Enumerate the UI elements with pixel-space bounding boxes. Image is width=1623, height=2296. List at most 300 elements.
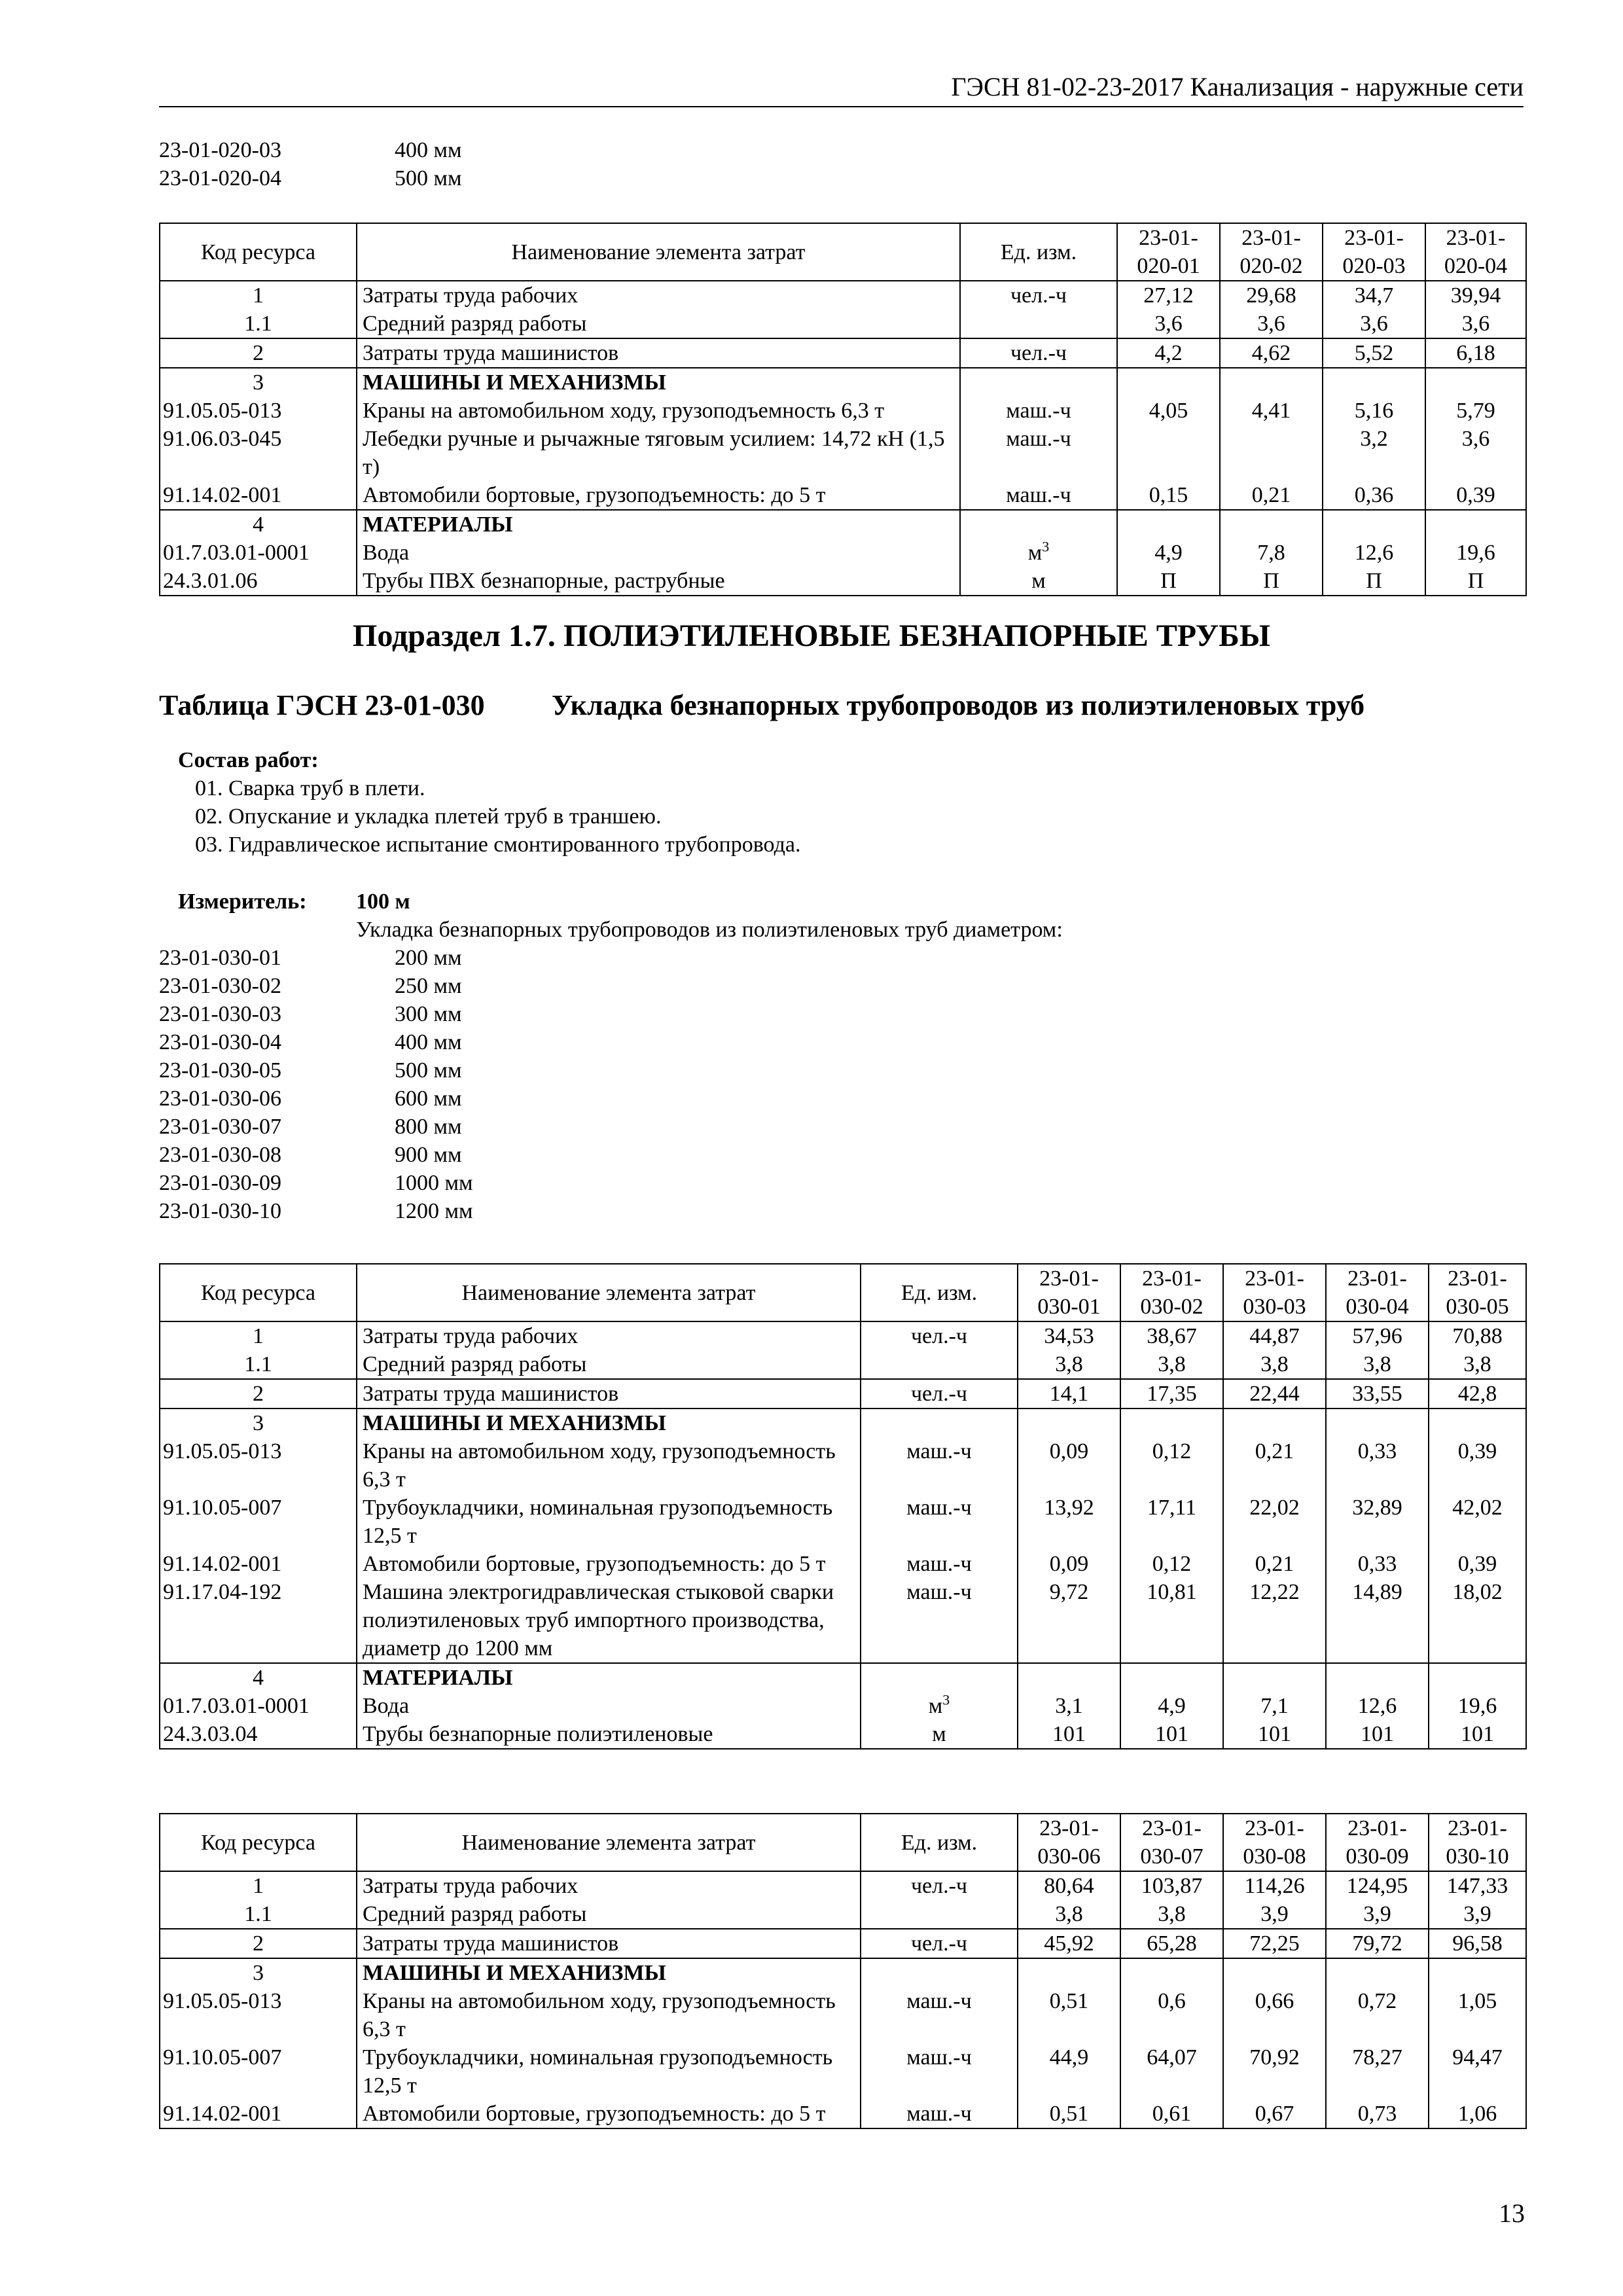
header-unit: Ед. изм. xyxy=(861,1814,1018,1871)
norm-value: 3,6 xyxy=(1323,310,1425,338)
table-header-row xyxy=(160,1814,1526,1871)
header-name: Наименование элемента затрат xyxy=(357,223,960,281)
norm-value: 0,39 xyxy=(1429,1437,1526,1494)
code-value: 400 мм xyxy=(395,138,462,162)
norm-value: 14,1 xyxy=(1018,1379,1120,1408)
resource-unit xyxy=(960,539,1117,567)
norm-value: 44,87 xyxy=(1223,1321,1326,1350)
top-code-list xyxy=(159,136,462,192)
norm-value xyxy=(1223,1663,1326,1692)
page-number: 13 xyxy=(1499,2198,1525,2228)
resource-name: Затраты труда машинистов xyxy=(357,338,960,368)
norm-value: 13,92 xyxy=(1018,1494,1120,1550)
header-norm-code-part: 030-10 xyxy=(1446,1844,1509,1869)
header-norm-code-part: 030-09 xyxy=(1346,1844,1409,1869)
resource-code: 1 xyxy=(160,1871,357,1900)
norm-value: 39,94 xyxy=(1425,281,1526,310)
header-norm-code-part: 23-01- xyxy=(1039,1816,1099,1840)
norm-value: 27,12 xyxy=(1117,281,1220,310)
resource-code: 3 xyxy=(160,1958,357,1987)
header-norm-code xyxy=(1120,1264,1223,1321)
header-norm-code-part: 020-01 xyxy=(1137,254,1200,278)
header-norm-code-part: 030-03 xyxy=(1243,1295,1306,1319)
norm-value xyxy=(1425,510,1526,539)
norm-value: 3,9 xyxy=(1223,1900,1326,1929)
resource-unit: маш.-ч xyxy=(861,1987,1018,2043)
header-norm-code-part: 020-03 xyxy=(1342,254,1406,278)
norm-value: 3,8 xyxy=(1326,1350,1429,1379)
norm-value: 79,72 xyxy=(1326,1929,1429,1958)
code: 23-01-030-07 xyxy=(159,1115,281,1139)
resource-unit: чел.-ч xyxy=(960,281,1117,310)
resource-name: МАШИНЫ И МЕХАНИЗМЫ xyxy=(357,1408,861,1437)
code-row xyxy=(159,1169,473,1197)
norm-value xyxy=(1018,1958,1120,1987)
norm-value: 0,12 xyxy=(1120,1550,1223,1578)
resource-name: Средний разряд работы xyxy=(357,1350,861,1379)
table-row xyxy=(160,281,1526,310)
header-norm-code-part: 23-01- xyxy=(1344,226,1404,250)
code-row xyxy=(159,164,462,192)
table-row xyxy=(160,2100,1526,2128)
resource-unit: маш.-ч xyxy=(960,481,1117,510)
norm-value: 34,7 xyxy=(1323,281,1425,310)
resource-name: МАШИНЫ И МЕХАНИЗМЫ xyxy=(357,368,960,397)
norm-value xyxy=(1018,1663,1120,1692)
header-norm-code-part: 030-04 xyxy=(1346,1295,1409,1319)
norm-value: 3,8 xyxy=(1018,1350,1120,1379)
table-row xyxy=(160,368,1526,397)
norm-value: 0,73 xyxy=(1326,2100,1429,2128)
resource-name: Автомобили бортовые, грузоподъемность: до 5 т xyxy=(357,481,960,510)
table-row xyxy=(160,1900,1526,1929)
header-code: Код ресурса xyxy=(160,1814,357,1871)
resource-table-030-a xyxy=(159,1263,1527,1749)
norm-value: 4,2 xyxy=(1117,338,1220,368)
norm-value: 18,02 xyxy=(1429,1578,1526,1663)
code-value: 200 мм xyxy=(395,946,462,970)
header-norm-code xyxy=(1323,223,1425,281)
resource-code: 2 xyxy=(160,1929,357,1958)
resource-unit xyxy=(861,1958,1018,1987)
norm-value xyxy=(1326,1958,1429,1987)
norm-value xyxy=(1018,1408,1120,1437)
resource-code: 01.7.03.01-0001 xyxy=(160,539,357,567)
norm-value: 4,9 xyxy=(1120,1692,1223,1720)
norm-value xyxy=(1220,510,1323,539)
norm-value: 9,72 xyxy=(1018,1578,1120,1663)
measure-block xyxy=(178,888,1063,944)
norm-value: 103,87 xyxy=(1120,1871,1223,1900)
header-norm-code xyxy=(1117,223,1220,281)
resource-code: 3 xyxy=(160,368,357,397)
norm-value xyxy=(1117,368,1220,397)
norm-value: 33,55 xyxy=(1326,1379,1429,1408)
code-value: 800 мм xyxy=(395,1115,462,1139)
code-value: 1000 мм xyxy=(395,1171,473,1195)
norm-value: 94,47 xyxy=(1429,2043,1526,2100)
table-number: Таблица ГЭСН 23-01-030 xyxy=(159,689,485,721)
norm-value xyxy=(1220,368,1323,397)
header-norm-code-part: 23-01- xyxy=(1039,1266,1099,1291)
resource-name: Затраты труда рабочих xyxy=(357,1321,861,1350)
resource-unit xyxy=(861,1663,1018,1692)
resource-unit: маш.-ч xyxy=(861,1437,1018,1494)
resource-code: 2 xyxy=(160,1379,357,1408)
resource-code: 4 xyxy=(160,1663,357,1692)
norm-value xyxy=(1425,368,1526,397)
resource-name: Краны на автомобильном ходу, грузоподъемность 6,3 т xyxy=(357,1987,861,2043)
code: 23-01-030-04 xyxy=(159,1030,281,1054)
norm-value xyxy=(1323,368,1425,397)
norm-value: 65,28 xyxy=(1120,1929,1223,1958)
resource-code: 2 xyxy=(160,338,357,368)
norm-value: 70,92 xyxy=(1223,2043,1326,2100)
resource-name: Затраты труда машинистов xyxy=(357,1379,861,1408)
resource-name: Автомобили бортовые, грузоподъемность: до 5 т xyxy=(357,2100,861,2128)
norm-value: 1,05 xyxy=(1429,1987,1526,2043)
unit-exponent: 3 xyxy=(942,1691,950,1708)
norm-value: 3,8 xyxy=(1120,1350,1223,1379)
header-unit: Ед. изм. xyxy=(861,1264,1018,1321)
norm-value: 0,15 xyxy=(1117,481,1220,510)
resource-code: 91.06.03-045 xyxy=(160,425,357,481)
norm-value: 17,11 xyxy=(1120,1494,1223,1550)
norm-value: 3,8 xyxy=(1120,1900,1223,1929)
table-row xyxy=(160,1379,1526,1408)
norm-value: 34,53 xyxy=(1018,1321,1120,1350)
norm-value: 5,16 xyxy=(1323,397,1425,425)
header-norm-code xyxy=(1223,1814,1326,1871)
unit-exponent: 3 xyxy=(1042,538,1050,555)
norm-value: 10,81 xyxy=(1120,1578,1223,1663)
header-norm-code-part: 020-02 xyxy=(1240,254,1303,278)
resource-table-020 xyxy=(159,223,1527,596)
unit-base: м xyxy=(928,1694,943,1718)
code-value: 900 мм xyxy=(395,1143,462,1167)
table-row xyxy=(160,338,1526,368)
header-norm-code-part: 030-01 xyxy=(1037,1295,1101,1319)
resource-unit: м xyxy=(960,567,1117,596)
norm-value: 0,21 xyxy=(1220,481,1323,510)
resource-unit: маш.-ч xyxy=(861,1550,1018,1578)
norm-value: 3,8 xyxy=(1018,1900,1120,1929)
resource-code: 01.7.03.01-0001 xyxy=(160,1692,357,1720)
norm-value: 0,51 xyxy=(1018,2100,1120,2128)
norm-value: 3,2 xyxy=(1323,425,1425,481)
table-row xyxy=(160,1437,1526,1494)
norm-value: 0,61 xyxy=(1120,2100,1223,2128)
resource-code: 1 xyxy=(160,1321,357,1350)
resource-unit: маш.-ч xyxy=(861,1494,1018,1550)
norm-value: 114,26 xyxy=(1223,1871,1326,1900)
header-norm-code-part: 23-01- xyxy=(1142,1816,1202,1840)
resource-name: Затраты труда машинистов xyxy=(357,1929,861,1958)
norm-value: 72,25 xyxy=(1223,1929,1326,1958)
resource-name: Затраты труда рабочих xyxy=(357,281,960,310)
norm-value xyxy=(1120,1958,1223,1987)
code-value: 250 мм xyxy=(395,974,462,998)
norm-value: П xyxy=(1425,567,1526,596)
resource-unit xyxy=(861,1350,1018,1379)
norm-value xyxy=(1323,510,1425,539)
norm-value: 0,09 xyxy=(1018,1437,1120,1494)
norm-value: 0,21 xyxy=(1223,1437,1326,1494)
norm-value: П xyxy=(1117,567,1220,596)
header-norm-code-part: 23-01- xyxy=(1448,1816,1507,1840)
norm-value: 0,33 xyxy=(1326,1550,1429,1578)
header-code: Код ресурса xyxy=(160,1264,357,1321)
resource-unit: маш.-ч xyxy=(861,1578,1018,1663)
code-value: 1200 мм xyxy=(395,1199,473,1223)
table-row xyxy=(160,310,1526,338)
code-value: 300 мм xyxy=(395,1002,462,1026)
work-item: 02. Опускание и укладка плетей труб в траншею. xyxy=(195,804,662,829)
resource-code: 4 xyxy=(160,510,357,539)
header-norm-code-part: 23-01- xyxy=(1448,1266,1507,1291)
work-item: 03. Гидравлическое испытание смонтированного трубопровода. xyxy=(195,833,801,857)
norm-value: 3,6 xyxy=(1117,310,1220,338)
resource-unit: чел.-ч xyxy=(861,1871,1018,1900)
header-name: Наименование элемента затрат xyxy=(357,1264,861,1321)
header-name: Наименование элемента затрат xyxy=(357,1814,861,1871)
resource-name: МАТЕРИАЛЫ xyxy=(357,1663,861,1692)
norm-value: 19,6 xyxy=(1429,1692,1526,1720)
norm-value xyxy=(1120,1408,1223,1437)
norm-value: П xyxy=(1220,567,1323,596)
resource-code: 1 xyxy=(160,281,357,310)
norm-value: 7,8 xyxy=(1220,539,1323,567)
table-row xyxy=(160,510,1526,539)
header-norm-code-part: 23-01- xyxy=(1446,226,1506,250)
header-norm-code-part: 030-08 xyxy=(1243,1844,1306,1869)
measure-label: Измеритель: xyxy=(178,889,307,914)
resource-name: Трубоукладчики, номинальная грузоподъемность 12,5 т xyxy=(357,2043,861,2100)
header-norm-code-part: 23-01- xyxy=(1139,226,1198,250)
table-title xyxy=(159,687,1364,724)
resource-name: Машина электрогидравлическая стыковой сварки полиэтиленовых труб импортного производства, диаметр до 1200 мм xyxy=(357,1578,861,1663)
code: 23-01-030-01 xyxy=(159,946,281,970)
resource-code: 91.14.02-001 xyxy=(160,481,357,510)
code: 23-01-020-04 xyxy=(159,166,281,190)
code: 23-01-020-03 xyxy=(159,138,281,162)
table-row xyxy=(160,1987,1526,2043)
table-row xyxy=(160,1321,1526,1350)
code-row xyxy=(159,1000,473,1028)
code-row xyxy=(159,1197,473,1225)
norm-value: 3,6 xyxy=(1220,310,1323,338)
table-name: Укладка безнапорных трубопроводов из полиэтиленовых труб xyxy=(552,689,1365,721)
resource-code: 91.14.02-001 xyxy=(160,2100,357,2128)
norm-value: 124,95 xyxy=(1326,1871,1429,1900)
norm-value: 22,44 xyxy=(1223,1379,1326,1408)
resource-code: 91.17.04-192 xyxy=(160,1578,357,1663)
resource-code: 1.1 xyxy=(160,310,357,338)
code: 23-01-030-10 xyxy=(159,1199,281,1223)
resource-unit: м xyxy=(861,1720,1018,1749)
header-norm-code-part: 23-01- xyxy=(1241,226,1301,250)
norm-value: 78,27 xyxy=(1326,2043,1429,2100)
norm-value xyxy=(1223,1958,1326,1987)
norm-value: 4,41 xyxy=(1220,397,1323,425)
norm-value xyxy=(1223,1408,1326,1437)
norm-value: 5,52 xyxy=(1323,338,1425,368)
code-row xyxy=(159,136,462,164)
code-row xyxy=(159,1113,473,1141)
resource-name: Средний разряд работы xyxy=(357,1900,861,1929)
header-norm-code xyxy=(1120,1814,1223,1871)
table-row xyxy=(160,1663,1526,1692)
work-composition-heading: Состав работ: xyxy=(178,748,319,772)
code-row xyxy=(159,1141,473,1169)
resource-unit: маш.-ч xyxy=(960,425,1117,481)
resource-name: Средний разряд работы xyxy=(357,310,960,338)
page-header: ГЭСН 81-02-23-2017 Канализация - наружные сети xyxy=(159,71,1524,107)
norm-value: 42,8 xyxy=(1429,1379,1526,1408)
code-row xyxy=(159,944,473,972)
table-row xyxy=(160,2043,1526,2100)
unit-base: м xyxy=(1027,541,1043,565)
code: 23-01-030-08 xyxy=(159,1143,281,1167)
table-row xyxy=(160,481,1526,510)
norm-value: 0,36 xyxy=(1323,481,1425,510)
measure-description: Укладка безнапорных трубопроводов из полиэтиленовых труб диаметром: xyxy=(356,918,1063,942)
code-row xyxy=(159,1028,473,1056)
table-row xyxy=(160,1958,1526,1987)
resource-name: Затраты труда рабочих xyxy=(357,1871,861,1900)
resource-name: Лебедки ручные и рычажные тяговым усилием: 14,72 кН (1,5 т) xyxy=(357,425,960,481)
subsection-title: Подраздел 1.7. ПОЛИЭТИЛЕНОВЫЕ БЕЗНАПОРНЫЕ ТРУБЫ xyxy=(353,619,1270,653)
table-row xyxy=(160,425,1526,481)
header-unit: Ед. изм. xyxy=(960,223,1117,281)
resource-name: Трубы безнапорные полиэтиленовые xyxy=(357,1720,861,1749)
resource-code: 91.05.05-013 xyxy=(160,1437,357,1494)
norm-value: 80,64 xyxy=(1018,1871,1120,1900)
norm-value: 1,06 xyxy=(1429,2100,1526,2128)
resource-code: 24.3.01.06 xyxy=(160,567,357,596)
resource-name: Краны на автомобильном ходу, грузоподъемность 6,3 т xyxy=(357,397,960,425)
norm-value: 64,07 xyxy=(1120,2043,1223,2100)
code-row xyxy=(159,972,473,1000)
norm-value: 0,33 xyxy=(1326,1437,1429,1494)
norm-value: 96,58 xyxy=(1429,1929,1526,1958)
resource-name: Трубоукладчики, номинальная грузоподъемность 12,5 т xyxy=(357,1494,861,1550)
resource-code: 3 xyxy=(160,1408,357,1437)
table-row xyxy=(160,567,1526,596)
norm-value: 3,9 xyxy=(1429,1900,1526,1929)
table-row xyxy=(160,1408,1526,1437)
resource-code: 1.1 xyxy=(160,1900,357,1929)
resource-unit: чел.-ч xyxy=(861,1929,1018,1958)
code-list-030 xyxy=(159,944,473,1225)
norm-value: 101 xyxy=(1120,1720,1223,1749)
code-value: 400 мм xyxy=(395,1030,462,1054)
code: 23-01-030-05 xyxy=(159,1058,281,1083)
norm-value xyxy=(1429,1663,1526,1692)
header-norm-code xyxy=(1220,223,1323,281)
norm-value xyxy=(1326,1663,1429,1692)
norm-value: 0,67 xyxy=(1223,2100,1326,2128)
norm-value xyxy=(1429,1958,1526,1987)
norm-value: 5,79 xyxy=(1425,397,1526,425)
norm-value: 3,9 xyxy=(1326,1900,1429,1929)
norm-value: 0,6 xyxy=(1120,1987,1223,2043)
resource-unit: маш.-ч xyxy=(861,2100,1018,2128)
resource-unit xyxy=(960,310,1117,338)
resource-unit: маш.-ч xyxy=(861,2043,1018,2100)
table-row xyxy=(160,1578,1526,1663)
header-norm-code xyxy=(1018,1814,1120,1871)
table-row xyxy=(160,1550,1526,1578)
norm-value: 45,92 xyxy=(1018,1929,1120,1958)
table-header-row xyxy=(160,1264,1526,1321)
norm-value: 0,66 xyxy=(1223,1987,1326,2043)
norm-value: 0,21 xyxy=(1223,1550,1326,1578)
code-value: 600 мм xyxy=(395,1086,462,1111)
header-norm-code-part: 030-02 xyxy=(1140,1295,1204,1319)
resource-code: 91.10.05-007 xyxy=(160,1494,357,1550)
header-norm-code xyxy=(1326,1814,1429,1871)
resource-unit xyxy=(861,1900,1018,1929)
table-row xyxy=(160,1692,1526,1720)
norm-value: 42,02 xyxy=(1429,1494,1526,1550)
norm-value xyxy=(1326,1408,1429,1437)
norm-value: 4,9 xyxy=(1117,539,1220,567)
norm-value: 3,1 xyxy=(1018,1692,1120,1720)
header-code: Код ресурса xyxy=(160,223,357,281)
norm-value: 3,6 xyxy=(1425,310,1526,338)
code-row xyxy=(159,1085,473,1113)
norm-value: 0,39 xyxy=(1429,1550,1526,1578)
code-row xyxy=(159,1056,473,1085)
header-norm-code-part: 020-04 xyxy=(1444,254,1508,278)
table-row xyxy=(160,1494,1526,1550)
resource-code: 1.1 xyxy=(160,1350,357,1379)
norm-value xyxy=(1117,510,1220,539)
code: 23-01-030-02 xyxy=(159,974,281,998)
norm-value: 70,88 xyxy=(1429,1321,1526,1350)
norm-value: 4,62 xyxy=(1220,338,1323,368)
table-header-row xyxy=(160,223,1526,281)
norm-value: 57,96 xyxy=(1326,1321,1429,1350)
norm-value: 147,33 xyxy=(1429,1871,1526,1900)
norm-value: 0,51 xyxy=(1018,1987,1120,2043)
table-row xyxy=(160,1871,1526,1900)
header-norm-code xyxy=(1429,1264,1526,1321)
norm-value: 22,02 xyxy=(1223,1494,1326,1550)
resource-unit: чел.-ч xyxy=(861,1379,1018,1408)
table-row xyxy=(160,397,1526,425)
norm-value: 29,68 xyxy=(1220,281,1323,310)
header-norm-code-part: 23-01- xyxy=(1347,1816,1407,1840)
resource-unit: чел.-ч xyxy=(960,338,1117,368)
norm-value: 0,39 xyxy=(1425,481,1526,510)
work-composition xyxy=(178,746,800,859)
norm-value: 44,9 xyxy=(1018,2043,1120,2100)
norm-value: 3,6 xyxy=(1425,425,1526,481)
resource-table-030-b xyxy=(159,1813,1527,2129)
resource-code: 91.05.05-013 xyxy=(160,397,357,425)
norm-value: 4,05 xyxy=(1117,397,1220,425)
resource-name: Автомобили бортовые, грузоподъемность: до 5 т xyxy=(357,1550,861,1578)
norm-value: 101 xyxy=(1018,1720,1120,1749)
table-row xyxy=(160,1929,1526,1958)
code: 23-01-030-03 xyxy=(159,1002,281,1026)
norm-value: 7,1 xyxy=(1223,1692,1326,1720)
header-norm-code-part: 23-01- xyxy=(1142,1266,1202,1291)
header-norm-code-part: 030-05 xyxy=(1446,1295,1509,1319)
resource-unit xyxy=(861,1408,1018,1437)
